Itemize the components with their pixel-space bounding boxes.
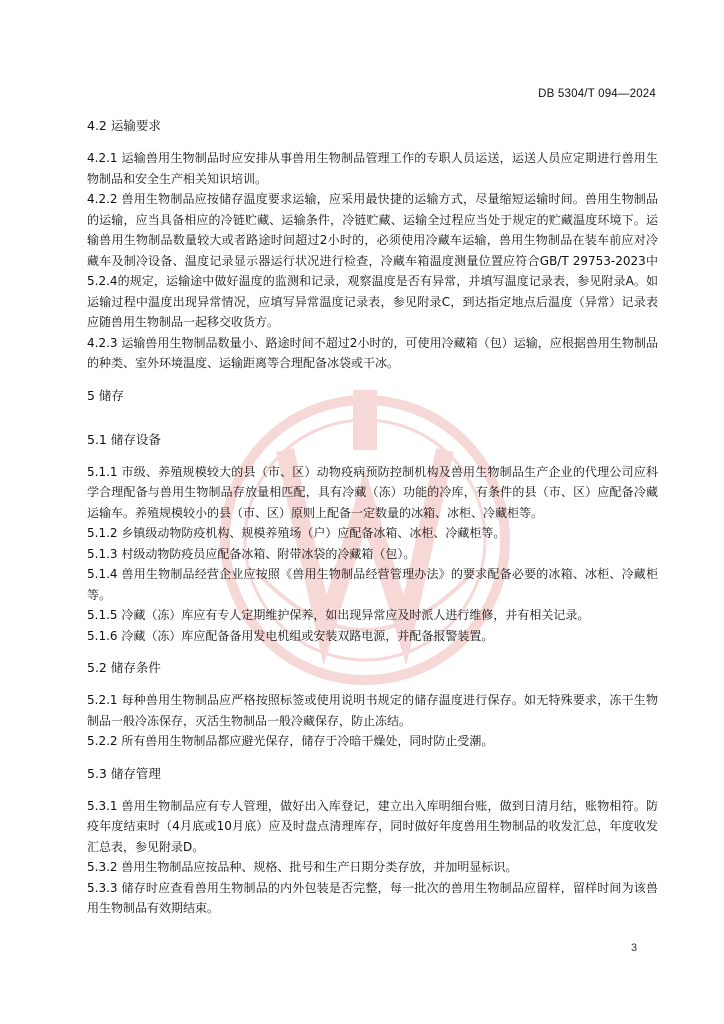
- clause-paragraph: 5.1.2 乡镇级动物防疫机构、规模养殖场（户）应配备冰箱、冰柜、冷藏柜等。: [87, 526, 506, 540]
- clause-paragraph: 5.1.3 村级动物防疫员应配备冰箱、附带冰袋的冷藏箱（包）。: [87, 546, 416, 561]
- section-heading: 5.3 储存管理: [87, 765, 161, 781]
- section-heading: 5 储存: [87, 387, 124, 403]
- spacer: [87, 450, 658, 462]
- clause-paragraph: 5.2.1 每种兽用生物制品应严格按照标签或使用说明书规定的储存温度进行保存。如无特殊要求，冻干生物制品一般冷冻保存，灭活生物制品一般冷藏保存，防止冻结。: [87, 693, 658, 728]
- spacer: [87, 406, 658, 418]
- spacer: [87, 646, 658, 658]
- clause-paragraph: 4.2.3 运输兽用生物制品数量小、路途时间不超过2小时的，可使用冷藏箱（包）运输，应根据兽用生物制品的种类、室外环境温度、运输距离等合理配备冰袋或干冰。: [87, 335, 658, 370]
- clause-paragraph: 5.1.5 冷藏（冻）库应有专人定期维护保养，如出现异常应及时派人进行维修，并有相关记录。: [87, 608, 590, 622]
- spacer: [87, 374, 658, 386]
- section-heading: 4.2 运输要求: [87, 118, 161, 133]
- standard-code: DB 5304/T 094—2024: [538, 88, 656, 100]
- clause-paragraph: 4.2.2 兽用生物制品应按储存温度要求运输，应采用最快捷的运输方式，尽量缩短运输时间。兽用生物制品的运输，应当具备相应的冷链贮藏、运输条件，冷链贮藏、运输全过程应当处于规定的贮藏温度环境下。运输兽用生物制品数量较大或者路途时间超过2小时的，必须使用冷藏车运输，兽用生物制品在装车前应对冷藏车及制冷设备、温度记录显示器运行状况进行检查，冷藏车箱温度测量位置应符合GB/T 29753-2023中5.2.4的规定，运输途中做好温度的监测和记录，观察温度是否有异常，并填写温度记录表，参见附录A。如运输过程中温度出现异常情况，应填写异常温度记录表，参见附录C，到达指定地点后温度（异常）记录表应随兽用生物制品一起移交收货方。: [87, 192, 658, 329]
- spacer: [87, 784, 658, 796]
- clause-paragraph: 5.3.2 兽用生物制品应按品种、规格、批号和生产日期分类存放，并加明显标识。: [87, 860, 518, 874]
- clause-paragraph: 4.2.1 运输兽用生物制品时应安排从事兽用生物制品管理工作的专职人员运送，运送人员应定期进行兽用生物制品和安全生产相关知识培训。: [87, 151, 658, 186]
- section-heading: 5.2 储存条件: [87, 660, 161, 675]
- clause-paragraph: 5.3.3 储存时应查看兽用生物制品的内外包装是否完整，每一批次的兽用生物制品应留样，留样时间为该兽用生物制品有效期结束。: [87, 880, 658, 915]
- spacer: [87, 678, 658, 690]
- spacer: [87, 752, 658, 764]
- spacer: [87, 418, 658, 430]
- document-body: [87, 116, 658, 919]
- clause-paragraph: 5.3.1 兽用生物制品应有专人管理，做好出入库登记，建立出入库明细台账，做到日清月结，账物相符。防疫年度结束时（4月底或10月底）应及时盘点清理库存，同时做好年度兽用生物制品的收发汇总，年度收发汇总表，参见附录D。: [87, 798, 658, 854]
- clause-paragraph: 5.1.4 兽用生物制品经营企业应按照《兽用生物制品经营管理办法》的要求配备必要的冰箱、冰柜、冷藏柜等。: [87, 567, 658, 602]
- page-number: 3: [631, 942, 638, 954]
- spacer: [87, 136, 658, 148]
- clause-paragraph: 5.1.6 冷藏（冻）库应配备备用发电机组或安装双路电源，并配备报警装置。: [87, 628, 494, 643]
- clause-paragraph: 5.2.2 所有兽用生物制品都应避光保存，储存于冷暗干燥处，同时防止受潮。: [87, 734, 494, 748]
- clause-paragraph: 5.1.1 市级、养殖规模较大的县（市、区）动物疫病预防控制机构及兽用生物制品生产企业的代理公司应科学合理配备与兽用生物制品存放量相匹配，具有冷藏（冻）功能的冷库，有条件的县（市、区）应配备冷藏运输车。养殖规模较小的县（市、区）原则上配备一定数量的冰箱、冰柜、冷藏柜等。: [87, 464, 658, 520]
- section-heading: 5.1 储存设备: [87, 431, 161, 447]
